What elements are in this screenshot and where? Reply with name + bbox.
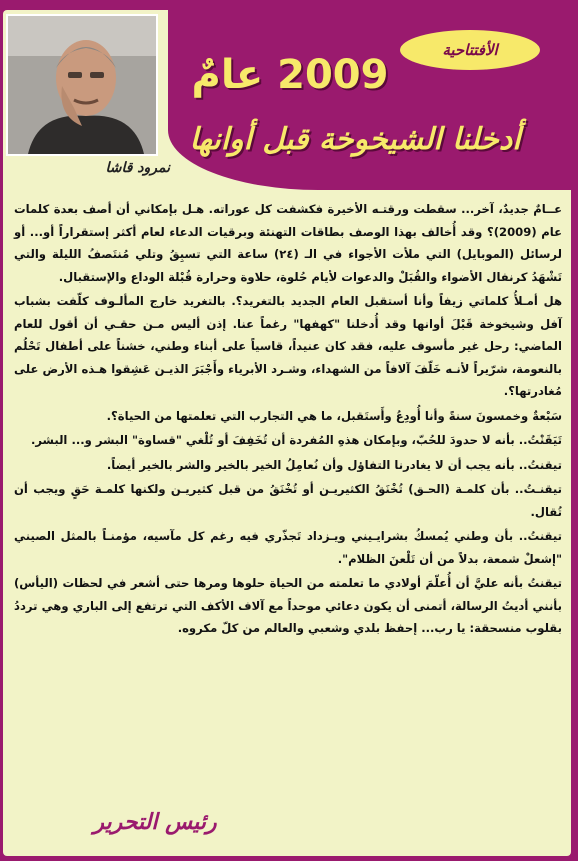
article-body <box>14 198 562 818</box>
editor-signature: رئيس التحرير <box>93 810 217 835</box>
article-paragraph: عــامٌ جديدٌ، آخر... سقطت ورقتـه الأخيرة فكشفت كل عوراته. هـل بإمكاني أن أصف بعدة كلمات عام (2009)؟ وقد أُخالف بهذا الوصف بطاقات التهنئة وبرقيات الدعاء لعام أكثر إستقراراً أو... أو لرسائل (الموبايل) التي ملأت الأجواء في الـ (٢٤) ساعة التي تسبِقُ وتلي مُنتَصفُ الليلة والتي تَشْهَدُ كرنفال الأضواء والقُبَلْ والدعوات لأيام حُلوة، حلاوة وحرارة قُبْلة الوداع والإستقبال. <box>14 202 562 284</box>
article-paragraph: هل أمـلأُ كلماتي زيفاً وأنا أستقبل العام الجديد بالتغريد؟. بالتغريد خارج المألـوف كلّفت بشباب آفل وشيخوخة قَبْلَ أوانها وقد أُدخلنا "كهفها" رغماً عنا. إذن أليس مـن حقـي أن أقول للعام الماضي: رحل غير مأسوف عليه، فقد كان عنيداً، قاسياً على أبناء وطني، خشناً على أطفال تَحْلُم بالنعومة، شرّيراً لأنـه خَلّفَ آلافاً من الشهداء، وشـرد الأبرياء وأَجْبَرَ الذيـن عَشِقوا هـذه الأرض على مُغادرتها؟. <box>14 294 562 398</box>
article-paragraph: تيقنتُ بأنه عليَّ أن أُعلّمَ أولادي ما تعلمته من الحياة حلوها ومرها حتى أشعر في لحظات (اليأس) بأنني أديتُ الرسالة، أتمنى أن يكون دعائي موحداً مع آلاف الأكف التي ترتفع إلى الباري وهي ترددُ بقلوب منسحقة: يا رب... إحفظ بلدي وشعبي والعالم من كلّ مكروه. <box>14 576 562 635</box>
page-title: 2009 عامٌ <box>191 52 389 98</box>
article-paragraph: تَيَقَنْتُ.. بأنه لا حدودَ للحُبّ، وبإمكان هذهِ المُفردة أن تُخَفِفَ أو تُلْغي "قساوة" البشر و... البشر. <box>30 433 562 447</box>
page-subtitle: أدخلنا الشيخوخة قبل أوانها <box>189 122 521 157</box>
author-name: نمرود قاشا <box>105 160 170 176</box>
article-paragraph: سَبْعةٌ وخمسونَ سنةً وأنا أُودِعُ وأَستَقبل، ما هي التجارب التي تعلمتها من الحياة؟. <box>106 408 562 423</box>
author-photo <box>6 14 158 156</box>
article-paragraph: تيقنـتُ.. بأن كلمـة (الحـق) تُخْنَقُ الكثيريـن أو تُخْنَقُ من قبل كثيريـن ولكنها كلمـة حَقٍ ويجب أن تُقال. <box>14 482 562 519</box>
article-paragraph: تيقنتُ.. بأن وطني يُمسكُ بشرايـيني ويـزداد تَجذّري فيه رغم كل مآسيه، مؤمنـاً بالمثل الصيني "إشعلْ شمعة، بدلاً من أن تَلْعنَ الظلام". <box>14 529 562 566</box>
article-paragraph: تيقنتُ.. بأنه يجب أن لا يغادرنا التفاؤل وأن نُعامِلُ الخير بالخير والشر بالخير أيضاً. <box>106 457 562 472</box>
section-label: الأفتتاحية <box>400 30 540 70</box>
